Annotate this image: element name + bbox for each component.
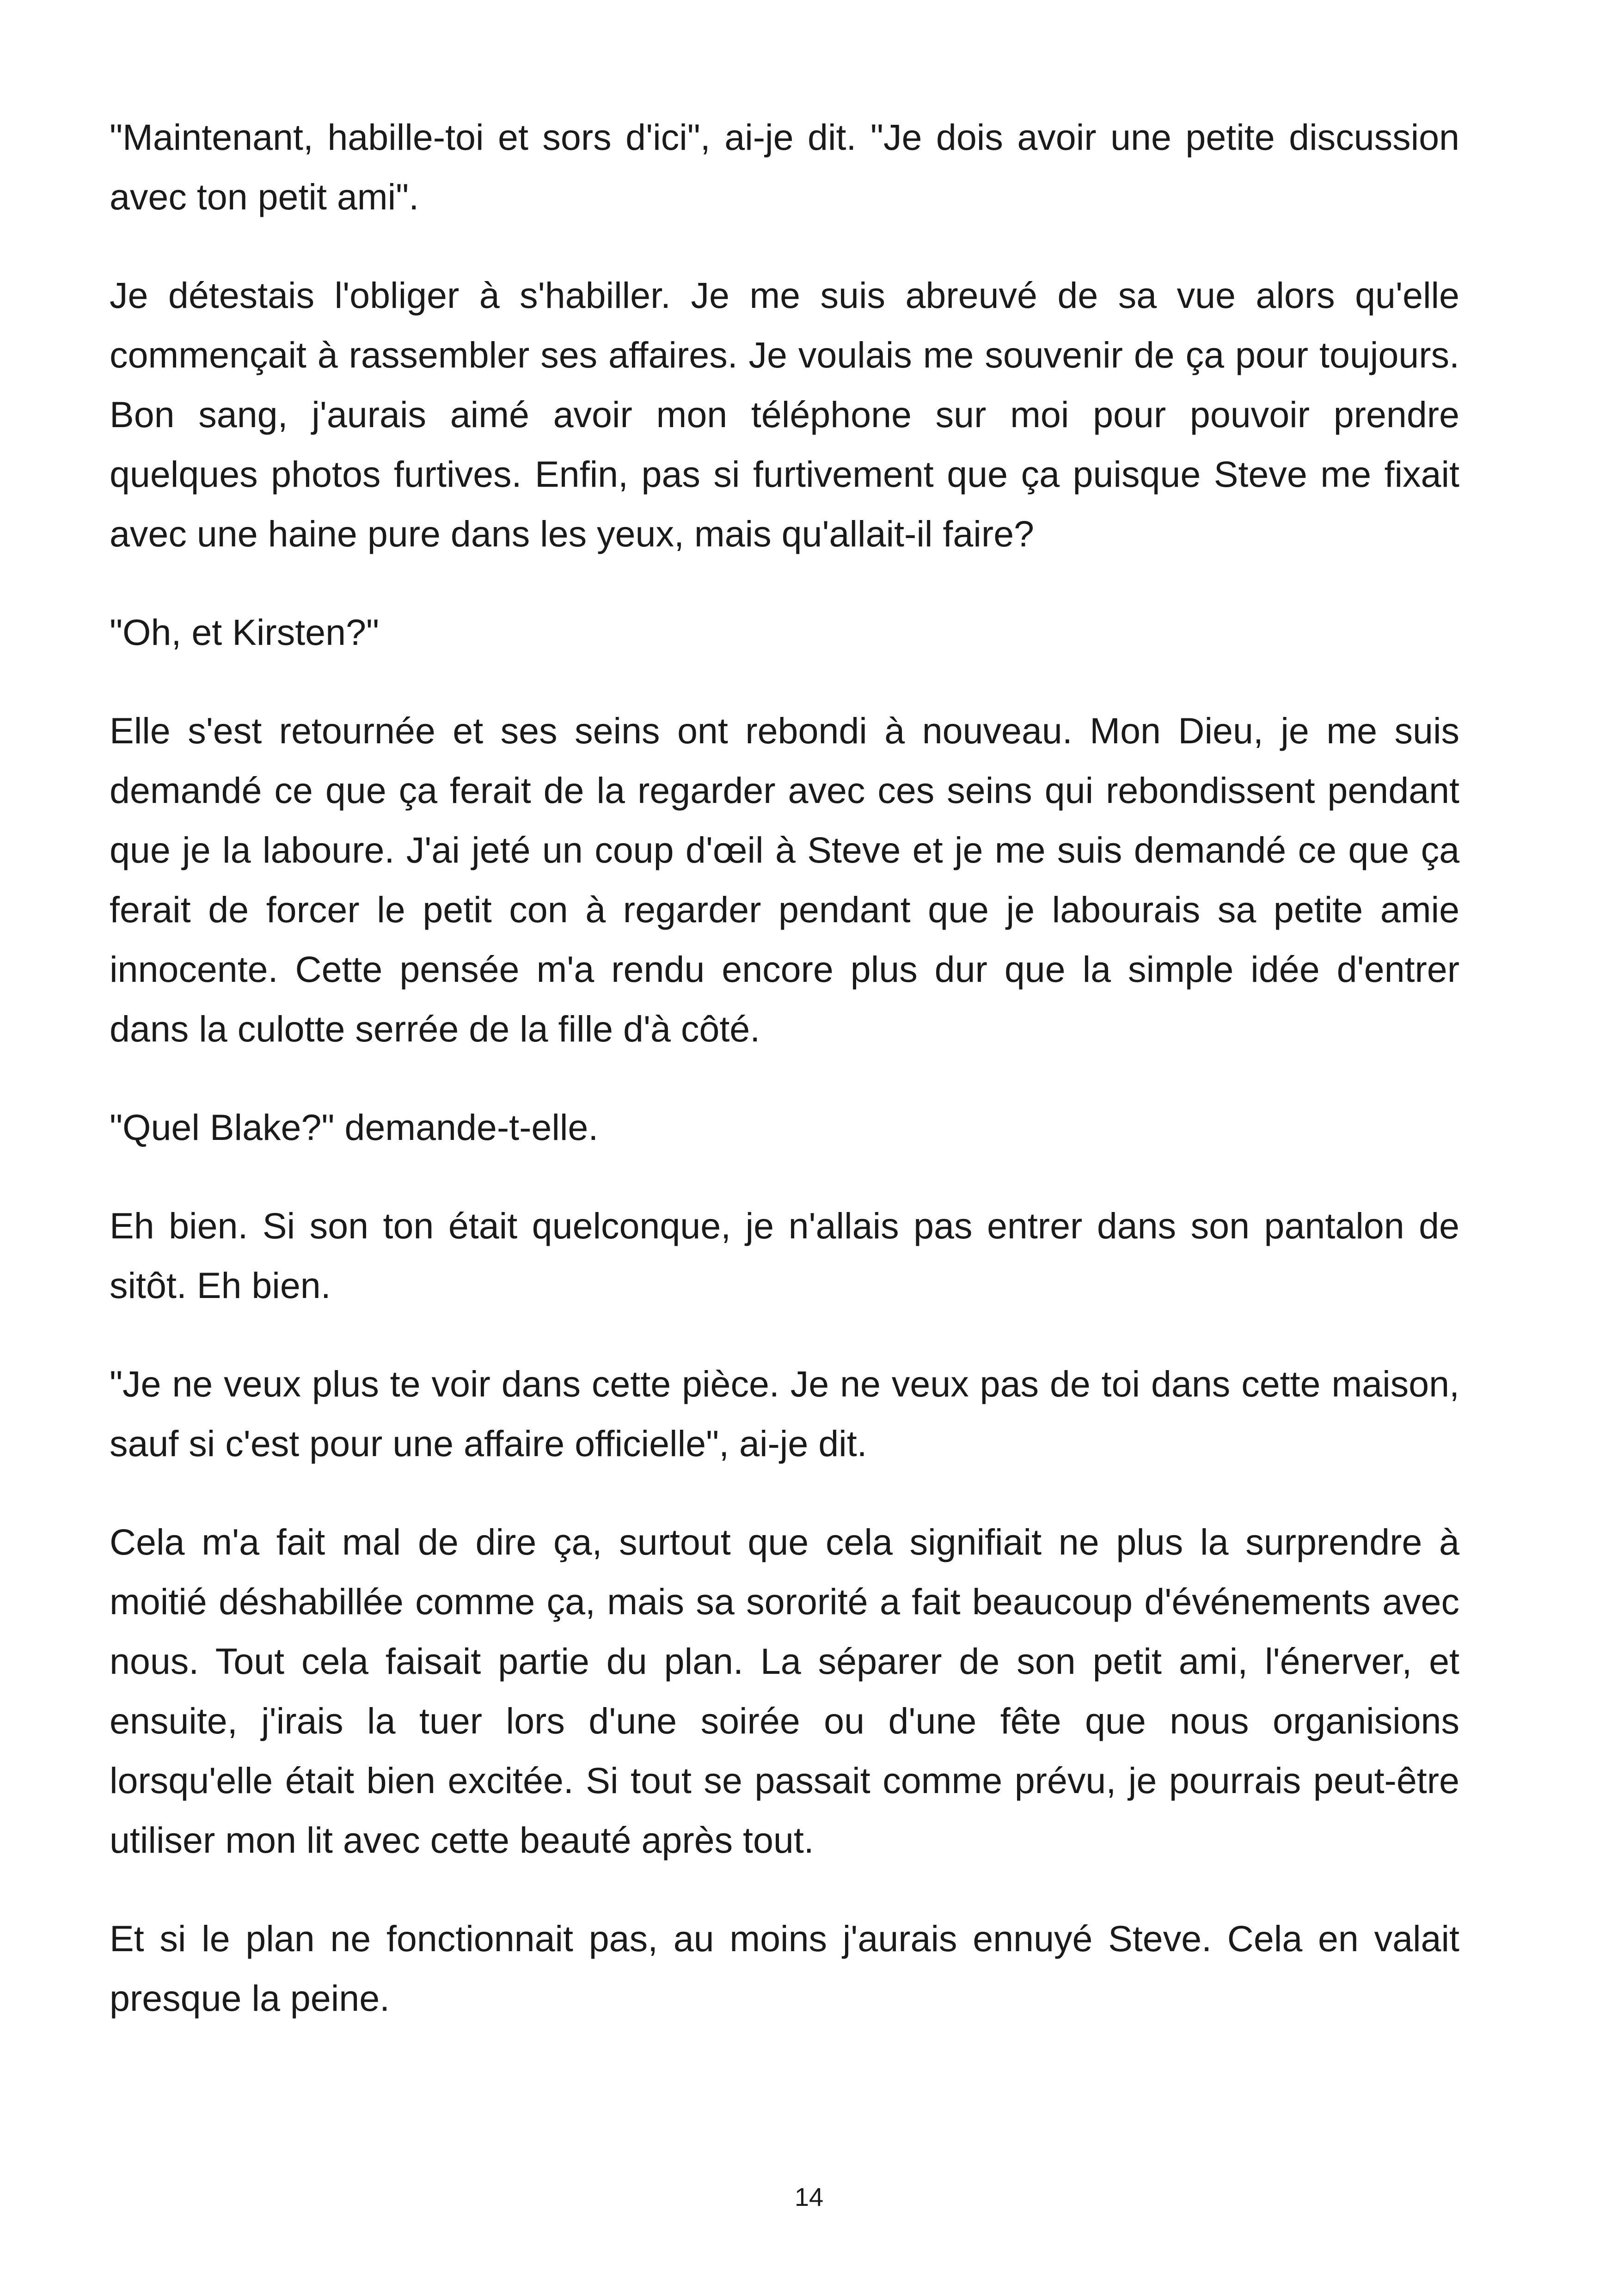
paragraph-8: Cela m'a fait mal de dire ça, surtout que cela signifiait ne plus la surprendre à moitié déshabillée comme ça, mais sa sororité a fait beaucoup d'événements avec nous. Tout cela faisait partie du plan. La séparer de son petit ami, l'énerver, et ensuite, j'irais la tuer lors d'une soirée ou d'une fête que nous organisions lorsqu'elle était bien excitée. Si tout se passait comme prévu, je pourrais peut-être utiliser mon lit avec cette beauté après tout. (110, 1521, 1459, 1861)
paragraph-7: "Je ne veux plus te voir dans cette pièce. Je ne veux pas de toi dans cette maison, sauf si c'est pour une affaire officielle", ai-je dit. (110, 1363, 1459, 1464)
paragraph-5: "Quel Blake?" demande-t-elle. (110, 1107, 599, 1148)
page-number: 14 (794, 2182, 824, 2211)
paragraph-1: "Maintenant, habille-toi et sors d'ici", ai-je dit. "Je dois avoir une petite discussion avec ton petit ami". (110, 116, 1459, 217)
paragraph-4: Elle s'est retournée et ses seins ont rebondi à nouveau. Mon Dieu, je me suis demandé ce que ça ferait de la regarder avec ces seins qui rebondissent pendant que je la laboure. J'ai jeté un coup d'œil à Steve et je me suis demandé ce que ça ferait de forcer le petit con à regarder pendant que je labourais sa petite amie innocente. Cette pensée m'a rendu encore plus dur que la simple idée d'entrer dans la culotte serrée de la fille d'à côté. (110, 710, 1459, 1049)
paragraph-9: Et si le plan ne fonctionnait pas, au moins j'aurais ennuyé Steve. Cela en valait presque la peine. (110, 1918, 1459, 2019)
body-text (110, 107, 1459, 2067)
paragraph-6: Eh bien. Si son ton était quelconque, je n'allais pas entrer dans son pantalon de sitôt. Eh bien. (110, 1205, 1459, 1306)
paragraph-3: "Oh, et Kirsten?" (110, 612, 380, 653)
paragraph-2: Je détestais l'obliger à s'habiller. Je me suis abreuvé de sa vue alors qu'elle commençait à rassembler ses affaires. Je voulais me souvenir de ça pour toujours. Bon sang, j'aurais aimé avoir mon téléphone sur moi pour pouvoir prendre quelques photos furtives. Enfin, pas si furtivement que ça puisque Steve me fixait avec une haine pure dans les yeux, mais qu'allait-il faire? (110, 275, 1459, 554)
